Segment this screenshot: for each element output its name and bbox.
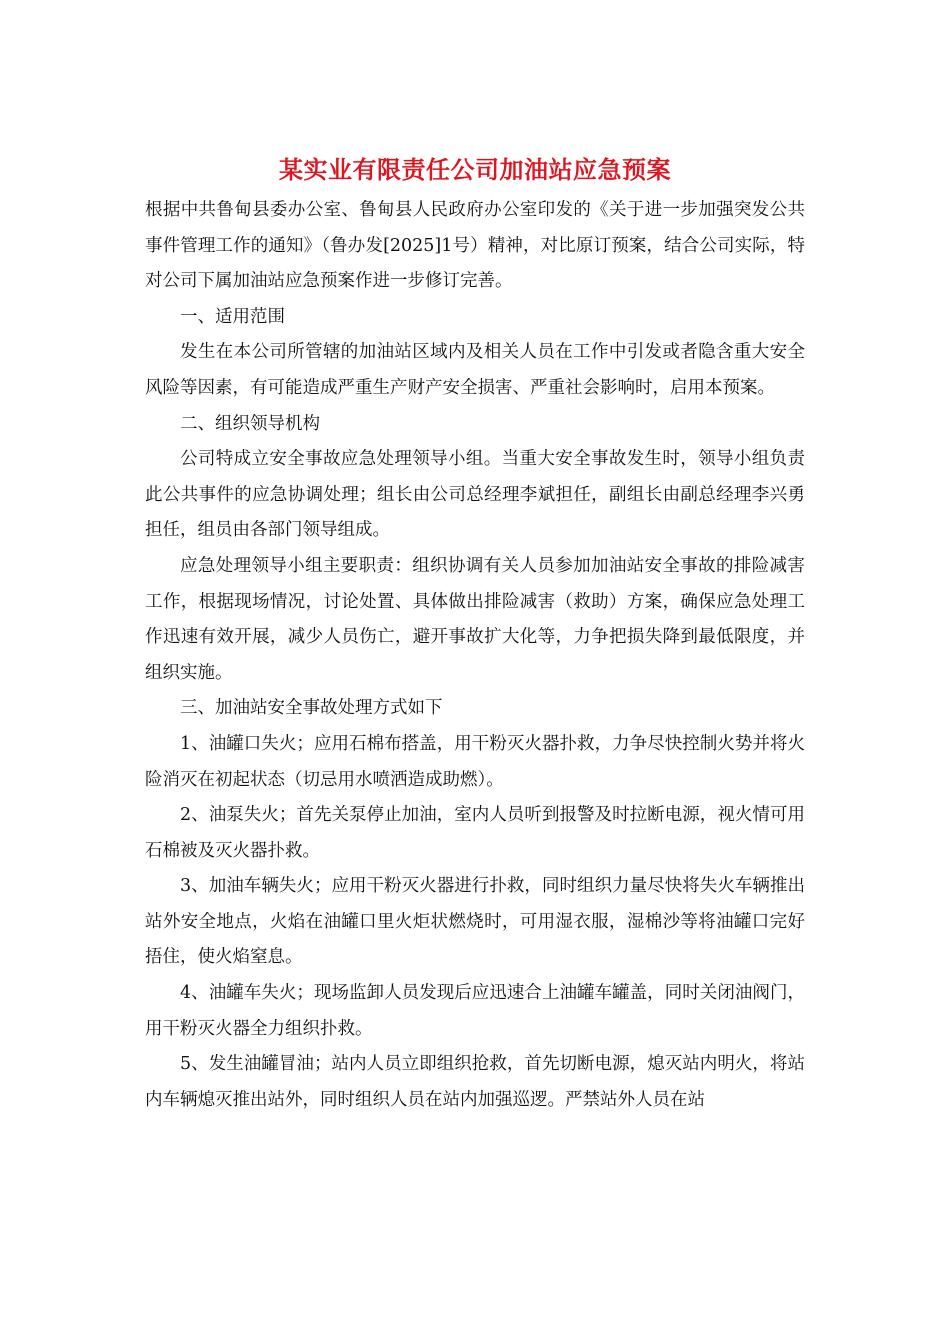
intro-paragraph: 根据中共鲁甸县委办公室、鲁甸县人民政府办公室印发的《关于进一步加强突发公共事件管理工作的通知》（鲁办发[2025]1号）精神，对比原订预案，结合公司实际，特对公司下属加油站应急预案作进一步修订完善。 [145, 200, 805, 292]
section-heading-organization: 二、组织领导机构 [180, 413, 320, 434]
document-body [145, 193, 805, 1118]
list-item: 5、发生油罐冒油；站内人员立即组织抢救，首先切断电源，熄灭站内明火，将站内车辆熄灭推出站外，同时组织人员在站内加强巡逻。严禁站外人员在站 [145, 1054, 805, 1110]
section-heading-handling: 三、加油站安全事故处理方式如下 [180, 698, 443, 719]
organization-paragraph: 公司特成立安全事故应急处理领导小组。当重大安全事故发生时，领导小组负责此公共事件的应急协调处理；组长由公司总经理李斌担任，副组长由副总经理李兴勇担任，组员由各部门领导组成。 [145, 449, 805, 541]
duties-paragraph: 应急处理领导小组主要职责：组织协调有关人员参加加油站安全事故的排险减害工作，根据现场情况，讨论处置、具体做出排险减害（救助）方案，确保应急处理工作迅速有效开展，减少人员伤亡，避开事故扩大化等，力争把损失降到最低限度，并组织实施。 [145, 555, 805, 683]
list-item: 3、加油车辆失火；应用干粉灭火器进行扑救，同时组织力量尽快将失火车辆推出站外安全地点，火焰在油罐口里火炬状燃烧时，可用湿衣服，湿棉沙等将油罐口完好捂住，使火焰窒息。 [145, 876, 805, 968]
list-item: 4、油罐车失火；现场监卸人员发现后应迅速合上油罐车罐盖，同时关闭油阀门，用干粉灭火器全力组织扑救。 [145, 983, 805, 1039]
document-title: 某实业有限责任公司加油站应急预案 [279, 155, 671, 184]
list-item: 2、油泵失火；首先关泵停止加油，室内人员听到报警及时拉断电源，视火情可用石棉被及灭火器扑救。 [145, 805, 805, 861]
list-item: 1、油罐口失火；应用石棉布搭盖，用干粉灭火器扑救，力争尽快控制火势并将火险消灭在初起状态（切忌用水喷洒造成助燃）。 [145, 733, 805, 790]
section-heading-scope: 一、适用范围 [180, 306, 285, 327]
scope-paragraph: 发生在本公司所管辖的加油站区域内及相关人员在工作中引发或者隐含重大安全风险等因素，有可能造成严重生产财产安全损害、严重社会影响时，启用本预案。 [145, 342, 805, 398]
